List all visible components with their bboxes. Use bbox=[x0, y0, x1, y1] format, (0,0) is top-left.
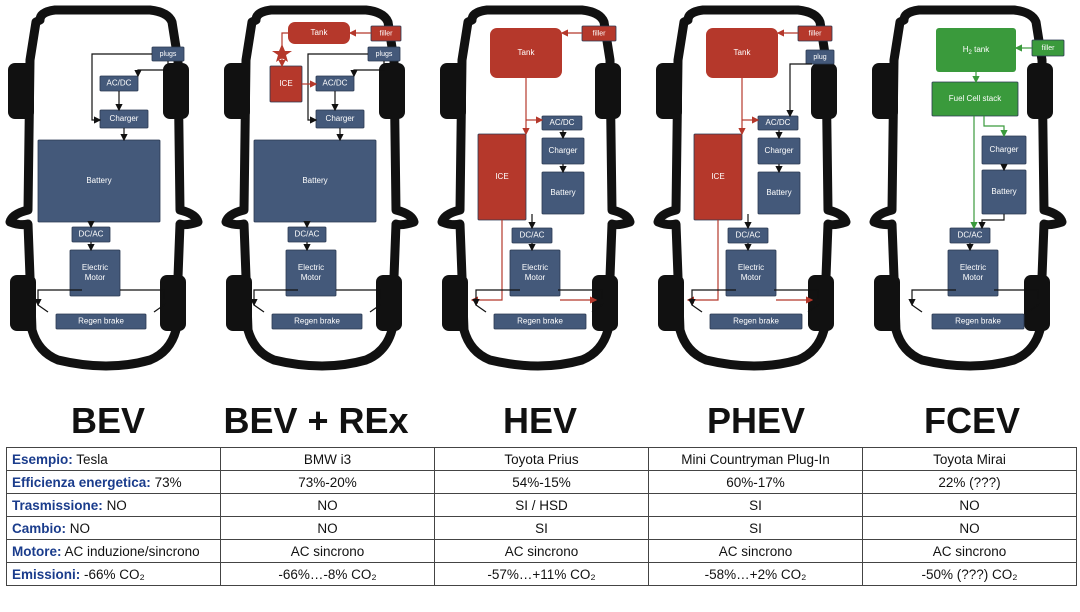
dcac-block bbox=[950, 228, 990, 243]
motor-block-label: Motor bbox=[84, 273, 106, 283]
motor-block bbox=[286, 250, 336, 296]
plugs-block bbox=[368, 47, 400, 61]
ice-block bbox=[694, 134, 742, 220]
charger-block-label: Charger bbox=[109, 114, 139, 124]
table-cell-label bbox=[7, 517, 221, 540]
motor-block-label: Motor bbox=[524, 273, 546, 283]
title-fcev: FCEV bbox=[923, 400, 1020, 441]
regen-block-label: Regen brake bbox=[955, 316, 1001, 326]
wheel-icon bbox=[872, 63, 898, 119]
title-bev: BEV bbox=[70, 400, 146, 441]
ice-block bbox=[270, 66, 302, 102]
row-first-value: Tesla bbox=[76, 451, 108, 467]
wheel-icon bbox=[808, 275, 834, 331]
diagram-phev bbox=[656, 10, 846, 366]
dcac-block bbox=[512, 228, 552, 243]
wheel-icon bbox=[811, 63, 837, 119]
filler-block-label: filler bbox=[1041, 44, 1055, 52]
dcac-block-label: DC/AC bbox=[735, 230, 761, 240]
regen-block bbox=[56, 314, 146, 329]
plugs-block-label: plugs bbox=[375, 50, 393, 58]
dcac-block bbox=[72, 227, 110, 242]
table-row bbox=[7, 471, 1077, 494]
table-cell: Mini Countryman Plug-In bbox=[649, 448, 863, 471]
table-cell: SI / HSD bbox=[435, 494, 649, 517]
row-key: Cambio: bbox=[12, 520, 66, 536]
regen-block-label: Regen brake bbox=[733, 316, 779, 326]
wheel-icon bbox=[592, 275, 618, 331]
regen-block bbox=[494, 314, 586, 329]
plug-block bbox=[806, 50, 834, 64]
table-cell: -58%…+2% CO₂ bbox=[649, 563, 863, 586]
charger-block-label: Charger bbox=[548, 146, 578, 156]
connector-line bbox=[984, 116, 1004, 136]
fuel-cell-block-label: Fuel Cell stack bbox=[948, 94, 1002, 104]
row-first-value: 73% bbox=[154, 474, 182, 490]
dcac-block-label: DC/AC bbox=[519, 230, 545, 240]
wheel-icon bbox=[224, 63, 250, 119]
connector-line bbox=[336, 290, 380, 305]
table-row bbox=[7, 540, 1077, 563]
battery-block-label: Battery bbox=[766, 188, 792, 198]
battery-block-label: Battery bbox=[302, 176, 328, 186]
wheel-icon bbox=[1027, 63, 1053, 119]
regen-block bbox=[710, 314, 802, 329]
ice-block bbox=[478, 134, 526, 220]
acdc-block-label: AC/DC bbox=[322, 78, 348, 88]
motor-block-label: Motor bbox=[740, 273, 762, 283]
table-row bbox=[7, 563, 1077, 586]
regen-block-label: Regen brake bbox=[78, 316, 124, 326]
diagram-rex bbox=[224, 10, 414, 366]
motor-block bbox=[948, 250, 998, 296]
tank-block bbox=[490, 28, 562, 78]
battery-block bbox=[38, 140, 160, 222]
acdc-block-label: AC/DC bbox=[549, 118, 575, 128]
charger-block bbox=[758, 138, 800, 164]
dcac-block-label: DC/AC bbox=[957, 230, 983, 240]
dcac-block bbox=[288, 227, 326, 242]
motor-block-label: Electric bbox=[521, 263, 549, 273]
connector-line bbox=[982, 214, 1004, 228]
regen-block bbox=[272, 314, 362, 329]
table-row bbox=[7, 448, 1077, 471]
table-cell: SI bbox=[649, 494, 863, 517]
acdc-block bbox=[316, 76, 354, 91]
wheel-icon bbox=[656, 63, 682, 119]
tank-block-label: Tank bbox=[733, 48, 751, 58]
filler-block-label: filler bbox=[808, 30, 822, 38]
ice-block-label: ICE bbox=[495, 172, 509, 182]
motor-block-label: Motor bbox=[300, 273, 322, 283]
table-cell-label bbox=[7, 494, 221, 517]
regen-block-label: Regen brake bbox=[294, 316, 340, 326]
acdc-block bbox=[542, 116, 582, 130]
table-cell-label bbox=[7, 471, 221, 494]
acdc-block-label: AC/DC bbox=[106, 78, 132, 88]
connector-line bbox=[790, 64, 812, 116]
motor-block-label: Electric bbox=[297, 263, 325, 273]
battery-block bbox=[254, 140, 376, 222]
tank-block bbox=[706, 28, 778, 78]
table-cell: NO bbox=[221, 494, 435, 517]
table-row bbox=[7, 494, 1077, 517]
table-cell: NO bbox=[221, 517, 435, 540]
connector-line bbox=[254, 305, 264, 312]
table-cell: NO bbox=[863, 517, 1077, 540]
diagram-fcev bbox=[872, 10, 1064, 366]
motor-block-label: Electric bbox=[959, 263, 987, 273]
table-cell: AC sincrono bbox=[221, 540, 435, 563]
title-hev: HEV bbox=[502, 400, 578, 441]
battery-block bbox=[542, 172, 584, 214]
plugs-block bbox=[152, 47, 184, 61]
table-cell: AC sincrono bbox=[863, 540, 1077, 563]
table-cell: Toyota Mirai bbox=[863, 448, 1077, 471]
table-row bbox=[7, 517, 1077, 540]
battery-block bbox=[758, 172, 800, 214]
regen-block bbox=[932, 314, 1024, 329]
dcac-block-label: DC/AC bbox=[294, 229, 320, 239]
battery-block bbox=[982, 170, 1026, 214]
ice-block-label: ICE bbox=[711, 172, 725, 182]
wheel-icon bbox=[8, 63, 34, 119]
plug-block-label: plug bbox=[813, 53, 827, 61]
battery-block-label: Battery bbox=[991, 187, 1017, 197]
table-cell: -57%…+11% CO₂ bbox=[435, 563, 649, 586]
row-first-value: -66% CO₂ bbox=[84, 566, 145, 582]
h2-tank-block bbox=[936, 28, 1016, 72]
table-cell-label bbox=[7, 563, 221, 586]
acdc-block-label: AC/DC bbox=[765, 118, 791, 128]
acdc-block bbox=[758, 116, 798, 130]
row-key: Trasmissione: bbox=[12, 497, 103, 513]
table-cell: -50% (???) CO₂ bbox=[863, 563, 1077, 586]
connector-line bbox=[38, 305, 48, 312]
filler-block-label: filler bbox=[379, 30, 393, 38]
table-cell: NO bbox=[863, 494, 1077, 517]
spec-table bbox=[6, 447, 1077, 586]
ice-block-label: ICE bbox=[279, 79, 293, 89]
diagram-bev bbox=[8, 10, 198, 366]
wheel-icon bbox=[440, 63, 466, 119]
filler-block bbox=[798, 26, 832, 41]
battery-block-label: Battery bbox=[550, 188, 576, 198]
title-bev-rex: BEV + REx bbox=[223, 400, 409, 441]
charger-block-label: Charger bbox=[764, 146, 794, 156]
h2-tank-text: tank bbox=[971, 45, 990, 55]
table-cell: AC sincrono bbox=[435, 540, 649, 563]
table-cell: Toyota Prius bbox=[435, 448, 649, 471]
row-key: Motore: bbox=[12, 543, 62, 559]
table-cell: 73%-20% bbox=[221, 471, 435, 494]
filler-block bbox=[1032, 40, 1064, 56]
h2-symbol: H bbox=[962, 45, 969, 55]
connector-line bbox=[120, 290, 164, 305]
table-cell-label bbox=[7, 448, 221, 471]
table-cell: -66%…-8% CO₂ bbox=[221, 563, 435, 586]
tank-block-label: Tank bbox=[517, 48, 535, 58]
motor-block bbox=[70, 250, 120, 296]
motor-block bbox=[726, 250, 776, 296]
wheel-icon bbox=[658, 275, 684, 331]
acdc-block bbox=[100, 76, 138, 91]
wheel-icon bbox=[10, 275, 36, 331]
wheel-icon bbox=[1024, 275, 1050, 331]
charger-block bbox=[542, 138, 584, 164]
title-phev: PHEV bbox=[706, 400, 806, 441]
connector-line bbox=[688, 220, 718, 300]
row-key: Efficienza energetica: bbox=[12, 474, 151, 490]
filler-block-label: filler bbox=[592, 30, 606, 38]
row-key: Esempio: bbox=[12, 451, 73, 467]
tank-block-label: Tank bbox=[310, 28, 328, 38]
table-cell: BMW i3 bbox=[221, 448, 435, 471]
motor-block bbox=[510, 250, 560, 296]
plugs-block-label: plugs bbox=[159, 50, 177, 58]
wheel-icon bbox=[595, 63, 621, 119]
wheel-icon bbox=[226, 275, 252, 331]
table-cell: SI bbox=[649, 517, 863, 540]
fuel-cell-block bbox=[932, 82, 1018, 116]
dcac-block bbox=[728, 228, 768, 243]
row-first-value: NO bbox=[69, 520, 91, 536]
regen-block-label: Regen brake bbox=[517, 316, 563, 326]
wheel-icon bbox=[163, 63, 189, 119]
tank-block bbox=[288, 22, 350, 44]
wheel-icon bbox=[379, 63, 405, 119]
charger-block-label: Charger bbox=[989, 145, 1019, 155]
motor-block-label: Electric bbox=[81, 263, 109, 273]
battery-block-label: Battery bbox=[86, 176, 112, 186]
wheel-icon bbox=[442, 275, 468, 331]
charger-block-label: Charger bbox=[325, 114, 355, 124]
table-cell: AC sincrono bbox=[649, 540, 863, 563]
connector-line bbox=[912, 305, 922, 312]
wheel-icon bbox=[874, 275, 900, 331]
filler-block bbox=[371, 26, 401, 41]
table-cell: SI bbox=[435, 517, 649, 540]
row-first-value: NO bbox=[106, 497, 127, 513]
table-cell: 60%-17% bbox=[649, 471, 863, 494]
diagram-hev bbox=[440, 10, 630, 366]
table-cell-label bbox=[7, 540, 221, 563]
filler-block bbox=[582, 26, 616, 41]
motor-block-label: Electric bbox=[737, 263, 765, 273]
table-cell: 22% (???) bbox=[863, 471, 1077, 494]
svg-text:H2 tank bbox=[963, 45, 990, 55]
h2-subscript: 2 bbox=[968, 49, 972, 56]
motor-block-label: Motor bbox=[962, 273, 984, 283]
dcac-block-label: DC/AC bbox=[78, 229, 104, 239]
connector-line bbox=[692, 305, 702, 312]
row-first-value: AC induzione/sincrono bbox=[64, 543, 200, 559]
charger-block bbox=[982, 136, 1026, 164]
charger-block bbox=[316, 110, 364, 128]
connector-line bbox=[472, 220, 502, 300]
table-cell: 54%-15% bbox=[435, 471, 649, 494]
charger-block bbox=[100, 110, 148, 128]
connector-line bbox=[476, 305, 486, 312]
row-key: Emissioni: bbox=[12, 566, 81, 582]
